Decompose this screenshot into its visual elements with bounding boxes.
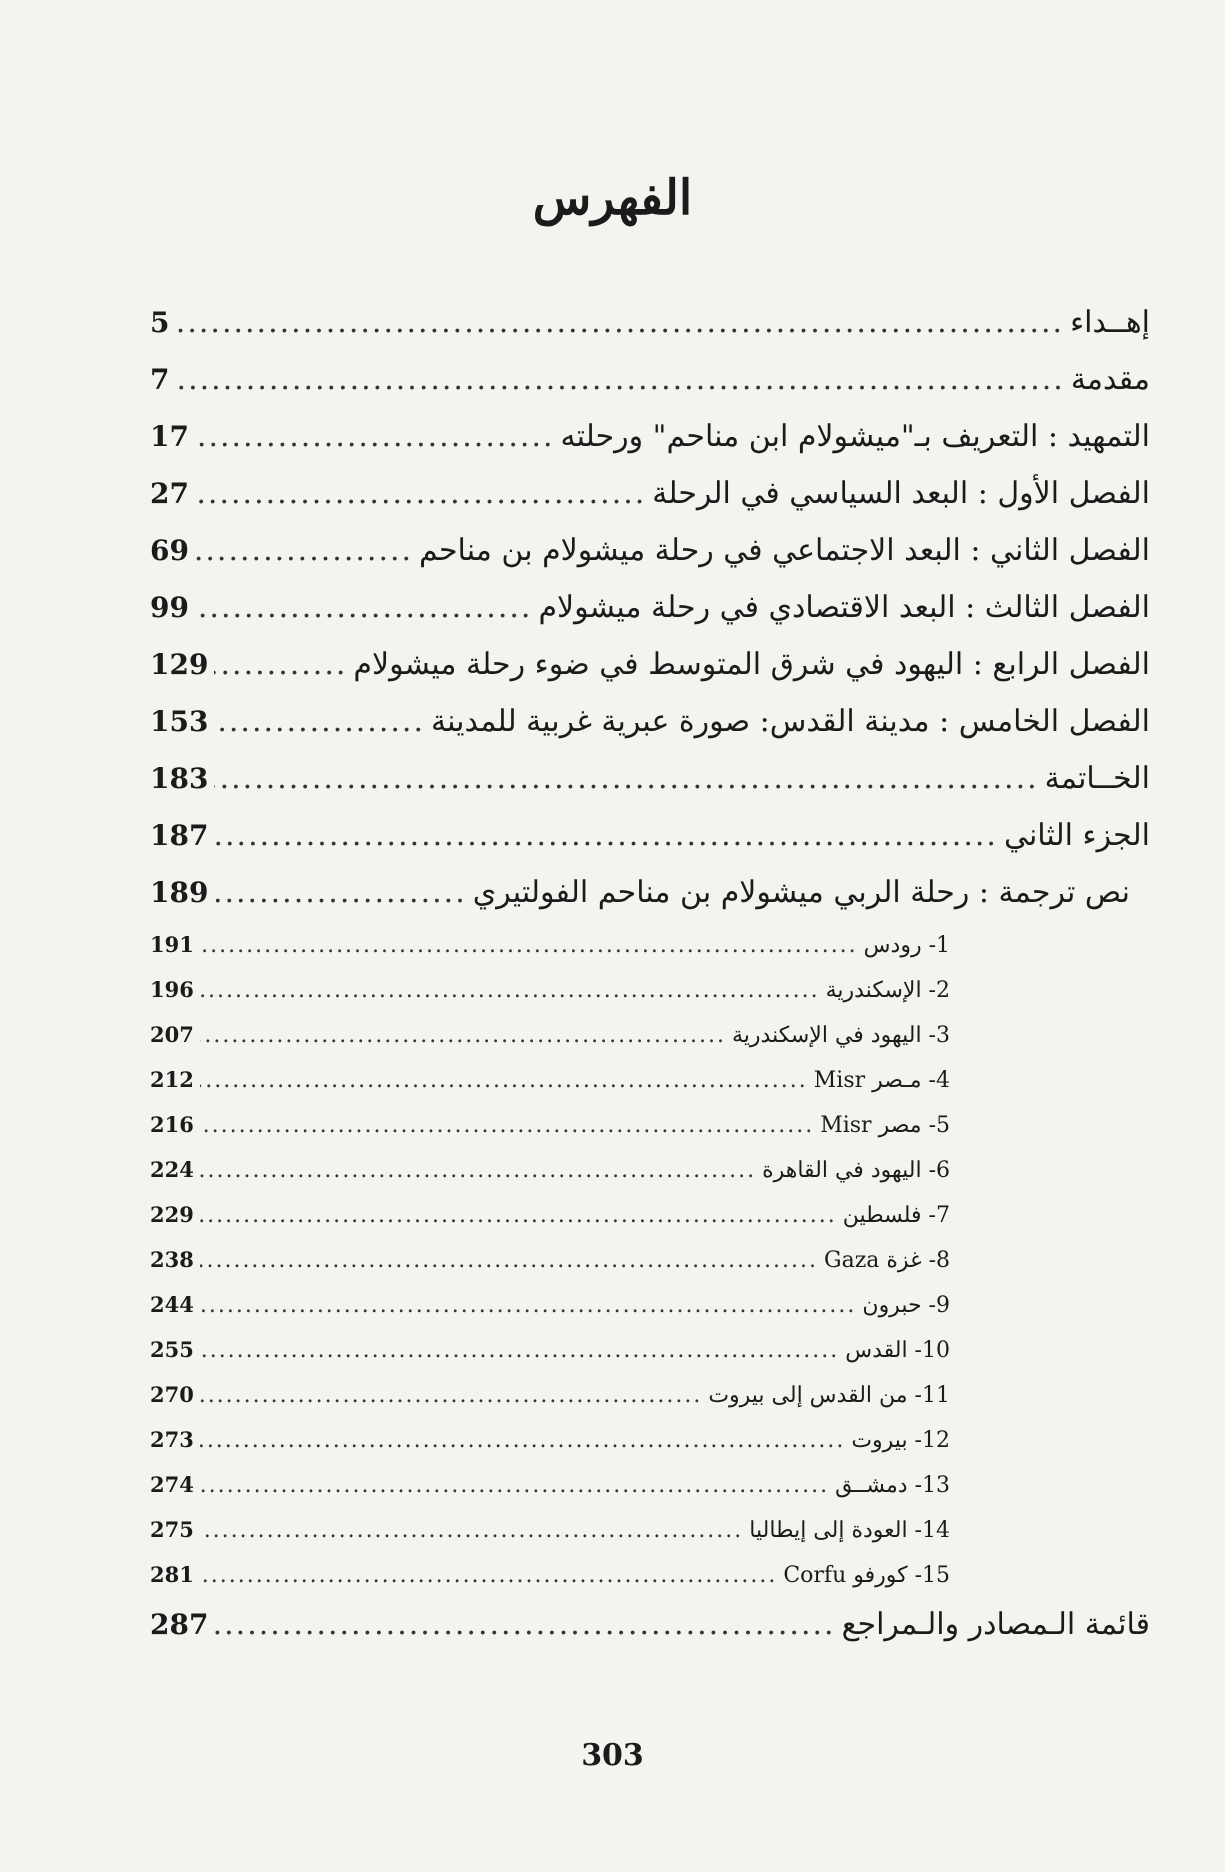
toc-subentry [150,932,950,977]
toc-entry [150,533,1150,590]
dot-leader [200,978,820,1003]
dot-leader [175,305,1064,340]
entry-label: التمهيد : التعريف بـ"ميشولام ابن مناحم" ورحلته [560,419,1150,454]
toc-entry-sources [150,1607,1150,1664]
subentry-page: 281 [150,1562,194,1587]
dot-leader [200,1068,808,1093]
subentry-label: 6- اليهود في القاهرة [762,1158,950,1183]
dot-leader [214,704,425,739]
dot-leader [195,590,532,625]
dot-leader [195,419,555,454]
page-title: الفهرس [532,170,693,226]
toc-entry [150,590,1150,647]
entry-label: قائمة الـمصادر والـمراجع [841,1607,1150,1642]
subentry-page: 275 [150,1517,194,1542]
toc-entry [150,305,1150,362]
toc-subentry [150,1472,950,1517]
toc-subentry [150,1292,950,1337]
toc-entry [150,875,1130,932]
toc-subentry [150,1157,950,1202]
entry-label: الفصل الرابع : اليهود في شرق المتوسط في ضوء رحلة ميشولام [353,647,1150,682]
dot-leader [200,1518,743,1543]
dot-leader [200,1293,857,1318]
toc-entry [150,476,1150,533]
subentry-page: 212 [150,1067,194,1092]
toc-subentry [150,1562,950,1607]
entry-page: 17 [150,420,189,453]
dot-leader [195,476,646,511]
entry-page: 5 [150,306,170,339]
subentry-label: 10- القدس [845,1338,950,1363]
toc-subentry [150,1112,950,1157]
subentry-label: 2- الإسكندرية [825,978,950,1003]
subentry-page: 273 [150,1427,194,1452]
dot-leader [200,1563,777,1588]
page-number: 303 [581,1738,644,1773]
toc-subentry [150,1382,950,1427]
dot-leader [200,1428,845,1453]
entry-page: 99 [150,591,189,624]
entry-label: الفصل الخامس : مدينة القدس: صورة عبرية غربية للمدينة [430,704,1150,739]
dot-leader [200,1248,818,1273]
entry-label: مقدمة [1070,362,1150,397]
subentry-label: 14- العودة إلى إيطاليا [749,1518,950,1543]
entry-label: الخــاتمة [1044,761,1150,796]
toc-subentry [150,1517,950,1562]
dot-leader [200,1338,839,1363]
toc-entry [150,704,1150,761]
dot-leader [214,1607,835,1642]
subentry-page: 270 [150,1382,194,1407]
dot-leader [200,1203,837,1228]
subentry-page: 191 [150,932,194,957]
toc-entry [150,761,1150,818]
table-of-contents [150,305,1150,1664]
subentry-page: 274 [150,1472,194,1497]
subentry-page: 229 [150,1202,194,1227]
entry-label: إهــداء [1070,305,1150,340]
subentry-label: 5- مصر Misr [820,1113,950,1138]
entry-page: 183 [150,762,209,795]
entry-page: 189 [150,876,209,909]
dot-leader [200,1473,829,1498]
dot-leader [200,1023,726,1048]
dot-leader [214,647,347,682]
subentry-label: 7- فلسطين [842,1203,950,1228]
toc-entry [150,362,1150,419]
subentry-page: 207 [150,1022,194,1047]
subentry-page: 224 [150,1157,194,1182]
entry-page: 7 [150,363,170,396]
dot-leader [200,1383,702,1408]
dot-leader [200,1158,756,1183]
entry-page: 69 [150,534,189,567]
subentry-page: 196 [150,977,194,1002]
entry-label: الفصل الثالث : البعد الاقتصادي في رحلة ميشولام [538,590,1150,625]
entry-label: الفصل الثاني : البعد الاجتماعي في رحلة ميشولام بن مناحم [419,533,1150,568]
subentry-label: 13- دمشــق [835,1473,950,1498]
subentry-page: 244 [150,1292,194,1317]
subentry-label: 8- غزة Gaza [824,1248,950,1273]
dot-leader [214,875,466,910]
subentry-label: 12- بيروت [851,1428,950,1453]
subentry-label: 1- رودس [863,933,950,958]
toc-entry [150,647,1150,704]
entry-page: 153 [150,705,209,738]
subentry-page: 216 [150,1112,194,1137]
toc-entry [150,419,1150,476]
subentry-page: 255 [150,1337,194,1362]
dot-leader [214,761,1038,796]
entry-label: نص ترجمة : رحلة الربي ميشولام بن مناحم الفولتيري [472,875,1130,910]
toc-entry [150,818,1150,875]
entry-page: 129 [150,648,209,681]
toc-subentry [150,1202,950,1247]
subentry-label: 11- من القدس إلى بيروت [708,1383,950,1408]
entry-page: 187 [150,819,209,852]
toc-subentry [150,977,950,1022]
toc-subentry [150,1022,950,1067]
dot-leader [214,818,997,853]
dot-leader [200,1113,814,1138]
subentry-label: 3- اليهود في الإسكندرية [732,1023,950,1048]
subentry-page: 238 [150,1247,194,1272]
entry-label: الفصل الأول : البعد السياسي في الرحلة [652,476,1150,511]
subentry-label: 9- حبرون [862,1293,950,1318]
dot-leader [195,533,413,568]
dot-leader [200,933,858,958]
dot-leader [175,362,1064,397]
toc-subentry [150,1337,950,1382]
entry-label: الجزء الثاني [1003,818,1150,853]
entry-page: 27 [150,477,189,510]
toc-subentry [150,1247,950,1292]
toc-subentry [150,1427,950,1472]
entry-page: 287 [150,1608,209,1641]
subentry-label: 15- كورفو Corfu [783,1563,950,1588]
toc-subentry [150,1067,950,1112]
subentry-label: 4- مـصر Misr [813,1068,950,1093]
